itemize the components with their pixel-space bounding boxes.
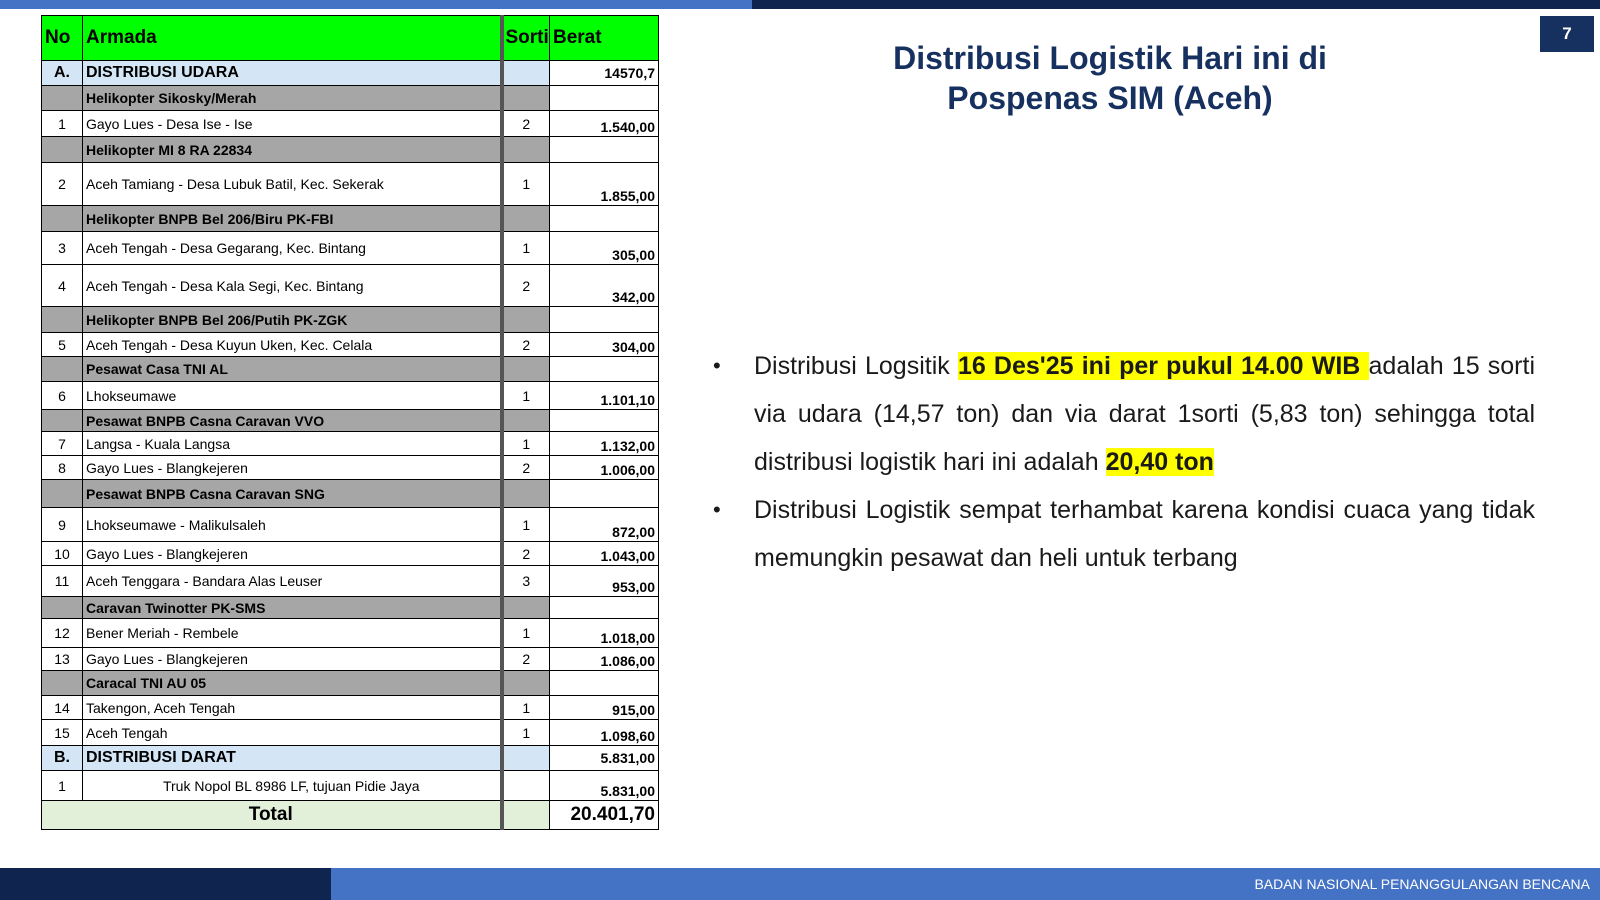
- group-sorti: [502, 480, 550, 508]
- bullet-list: [713, 342, 1535, 582]
- table-row: [42, 542, 659, 566]
- total-berat: 20.401,70: [550, 801, 659, 830]
- row-no: 12: [42, 619, 83, 648]
- table-row: [42, 508, 659, 542]
- row-armada: Truk Nopol BL 8986 LF, tujuan Pidie Jaya: [83, 771, 502, 801]
- row-sorti: 1: [502, 232, 550, 265]
- row-sorti: 1: [502, 720, 550, 746]
- row-berat: 1.006,00: [550, 456, 659, 480]
- row-armada: Lhokseumawe - Malikulsaleh: [83, 508, 502, 542]
- row-berat: 1.101,10: [550, 382, 659, 410]
- group-label: Pesawat Casa TNI AL: [83, 357, 502, 382]
- row-sorti: 2: [502, 456, 550, 480]
- section-row-udara: [42, 61, 659, 86]
- row-no: 3: [42, 232, 83, 265]
- row-sorti: 1: [502, 508, 550, 542]
- header-berat: Berat: [550, 16, 659, 61]
- section-berat: 5.831,00: [550, 746, 659, 771]
- header-sorti: Sorti: [502, 16, 550, 61]
- bullet-text-part: Distribusi Logsitik: [754, 352, 958, 380]
- group-berat: [550, 357, 659, 382]
- row-armada: Gayo Lues - Blangkejeren: [83, 456, 502, 480]
- bullet-item: [713, 486, 1535, 582]
- row-no: 9: [42, 508, 83, 542]
- group-row: [42, 480, 659, 508]
- row-armada: Gayo Lues - Blangkejeren: [83, 542, 502, 566]
- header-no: No: [42, 16, 83, 61]
- row-sorti: 2: [502, 333, 550, 357]
- row-armada: Aceh Tamiang - Desa Lubuk Batil, Kec. Sekerak: [83, 163, 502, 206]
- row-berat: 1.018,00: [550, 619, 659, 648]
- row-berat: 1.132,00: [550, 432, 659, 456]
- row-berat: 1.098,60: [550, 720, 659, 746]
- group-berat: [550, 480, 659, 508]
- group-sorti: [502, 86, 550, 111]
- group-berat: [550, 86, 659, 111]
- row-sorti: 1: [502, 163, 550, 206]
- logistics-table: [41, 15, 659, 830]
- footer-bar: [331, 868, 1600, 900]
- bullet-dot-icon: •: [713, 353, 721, 378]
- row-berat: 342,00: [550, 265, 659, 307]
- group-row: [42, 137, 659, 163]
- group-row: [42, 357, 659, 382]
- section-berat: 14570,7: [550, 61, 659, 86]
- group-berat: [550, 671, 659, 696]
- group-berat: [550, 410, 659, 432]
- row-berat: 872,00: [550, 508, 659, 542]
- group-no: [42, 206, 83, 232]
- group-row: [42, 671, 659, 696]
- group-label: Pesawat BNPB Casna Caravan SNG: [83, 480, 502, 508]
- section-no: B.: [42, 746, 83, 771]
- highlighted-text: 16 Des'25 ini per pukul 14.00 WIB: [957, 352, 1369, 380]
- row-armada: Aceh Tengah - Desa Gegarang, Kec. Bintang: [83, 232, 502, 265]
- group-row: [42, 597, 659, 619]
- row-no: 4: [42, 265, 83, 307]
- group-no: [42, 671, 83, 696]
- row-no: 11: [42, 566, 83, 597]
- table-row: [42, 333, 659, 357]
- row-berat: 305,00: [550, 232, 659, 265]
- row-armada: Aceh Tengah - Desa Kuyun Uken, Kec. Celala: [83, 333, 502, 357]
- bullet-item: [713, 342, 1535, 486]
- logistics-table-container: [41, 15, 658, 848]
- section-label: DISTRIBUSI UDARA: [83, 61, 502, 86]
- row-berat: 1.855,00: [550, 163, 659, 206]
- table-row: [42, 265, 659, 307]
- bullet-text-part: Distribusi Logistik sempat terhambat karena kondisi cuaca yang tidak memungkin pesawat dan heli untuk terbang: [754, 496, 1535, 572]
- row-no: 13: [42, 648, 83, 671]
- group-berat: [550, 206, 659, 232]
- row-berat: 915,00: [550, 696, 659, 720]
- table-row: [42, 619, 659, 648]
- group-sorti: [502, 206, 550, 232]
- group-label: Caracal TNI AU 05: [83, 671, 502, 696]
- group-label: Helikopter MI 8 RA 22834: [83, 137, 502, 163]
- row-armada: Aceh Tengah - Desa Kala Segi, Kec. Bintang: [83, 265, 502, 307]
- row-berat: 953,00: [550, 566, 659, 597]
- section-sorti: [502, 746, 550, 771]
- group-sorti: [502, 410, 550, 432]
- group-sorti: [502, 307, 550, 333]
- top-navy-bar: [752, 0, 1600, 9]
- row-berat: 5.831,00: [550, 771, 659, 801]
- header-armada: Armada: [83, 16, 502, 61]
- group-row: [42, 307, 659, 333]
- total-sorti: [502, 801, 550, 830]
- group-sorti: [502, 357, 550, 382]
- table-header-row: [42, 16, 659, 61]
- row-berat: 1.086,00: [550, 648, 659, 671]
- group-label: Helikopter BNPB Bel 206/Putih PK-ZGK: [83, 307, 502, 333]
- bullet-dot-icon: •: [713, 497, 721, 522]
- row-sorti: 2: [502, 265, 550, 307]
- group-row: [42, 86, 659, 111]
- row-no: 5: [42, 333, 83, 357]
- row-sorti: 1: [502, 696, 550, 720]
- row-armada: Takengon, Aceh Tengah: [83, 696, 502, 720]
- group-label: Pesawat BNPB Casna Caravan VVO: [83, 410, 502, 432]
- table-row: [42, 566, 659, 597]
- group-no: [42, 410, 83, 432]
- table-row: [42, 382, 659, 410]
- highlighted-text: 20,40 ton: [1105, 448, 1214, 476]
- table-body: [42, 61, 659, 746]
- row-no: 6: [42, 382, 83, 410]
- title-line-2: Pospenas SIM (Aceh): [947, 80, 1273, 116]
- group-no: [42, 307, 83, 333]
- page-number: 7: [1540, 16, 1594, 52]
- row-no: 14: [42, 696, 83, 720]
- group-sorti: [502, 137, 550, 163]
- section-no: A.: [42, 61, 83, 86]
- total-row: [42, 801, 659, 830]
- bottom-navy-bar: [0, 868, 331, 900]
- row-sorti: 3: [502, 566, 550, 597]
- row-berat: 1.043,00: [550, 542, 659, 566]
- row-berat: 304,00: [550, 333, 659, 357]
- group-no: [42, 480, 83, 508]
- bullet-text: [754, 486, 1535, 582]
- row-no: 10: [42, 542, 83, 566]
- table-footer-body: [42, 746, 659, 830]
- group-no: [42, 137, 83, 163]
- group-sorti: [502, 671, 550, 696]
- section-sorti: [502, 61, 550, 86]
- group-berat: [550, 597, 659, 619]
- row-sorti: 1: [502, 382, 550, 410]
- row-sorti: 1: [502, 619, 550, 648]
- row-armada: Aceh Tengah: [83, 720, 502, 746]
- group-label: Helikopter BNPB Bel 206/Biru PK-FBI: [83, 206, 502, 232]
- table-row: [42, 696, 659, 720]
- row-no: 15: [42, 720, 83, 746]
- slide-title: [840, 38, 1380, 118]
- row-no: 1: [42, 111, 83, 137]
- title-line-1: Distribusi Logistik Hari ini di: [893, 40, 1327, 76]
- group-row: [42, 410, 659, 432]
- row-sorti: 2: [502, 111, 550, 137]
- table-row: [42, 163, 659, 206]
- group-no: [42, 597, 83, 619]
- row-sorti: 2: [502, 542, 550, 566]
- group-no: [42, 86, 83, 111]
- table-row: [42, 648, 659, 671]
- row-armada: Bener Meriah - Rembele: [83, 619, 502, 648]
- row-no: 1: [42, 771, 83, 801]
- table-row: [42, 432, 659, 456]
- table-row: [42, 456, 659, 480]
- row-sorti: [502, 771, 550, 801]
- footer-agency-name: BADAN NASIONAL PENANGGULANGAN BENCANA: [1254, 876, 1590, 892]
- table-row-darat: [42, 771, 659, 801]
- row-no: 2: [42, 163, 83, 206]
- group-label: Caravan Twinotter PK-SMS: [83, 597, 502, 619]
- group-no: [42, 357, 83, 382]
- row-no: 7: [42, 432, 83, 456]
- top-accent-bar: [0, 0, 752, 9]
- group-label: Helikopter Sikosky/Merah: [83, 86, 502, 111]
- section-label: DISTRIBUSI DARAT: [83, 746, 502, 771]
- bullet-text: [754, 342, 1535, 486]
- group-sorti: [502, 597, 550, 619]
- row-armada: Gayo Lues - Blangkejeren: [83, 648, 502, 671]
- total-label: Total: [42, 801, 502, 830]
- group-berat: [550, 307, 659, 333]
- row-armada: Aceh Tenggara - Bandara Alas Leuser: [83, 566, 502, 597]
- group-row: [42, 206, 659, 232]
- bullet-text-part: adalah 15 sorti via udara (14,57 ton) dan via darat 1sorti (5,83 ton) sehingga total distribusi logistik hari ini adalah: [754, 352, 1536, 476]
- row-no: 8: [42, 456, 83, 480]
- row-sorti: 1: [502, 432, 550, 456]
- row-berat: 1.540,00: [550, 111, 659, 137]
- table-row: [42, 232, 659, 265]
- row-armada: Lhokseumawe: [83, 382, 502, 410]
- row-armada: Langsa - Kuala Langsa: [83, 432, 502, 456]
- row-armada: Gayo Lues - Desa Ise - Ise: [83, 111, 502, 137]
- row-sorti: 2: [502, 648, 550, 671]
- table-row: [42, 720, 659, 746]
- table-row: [42, 111, 659, 137]
- group-berat: [550, 137, 659, 163]
- section-row-darat: [42, 746, 659, 771]
